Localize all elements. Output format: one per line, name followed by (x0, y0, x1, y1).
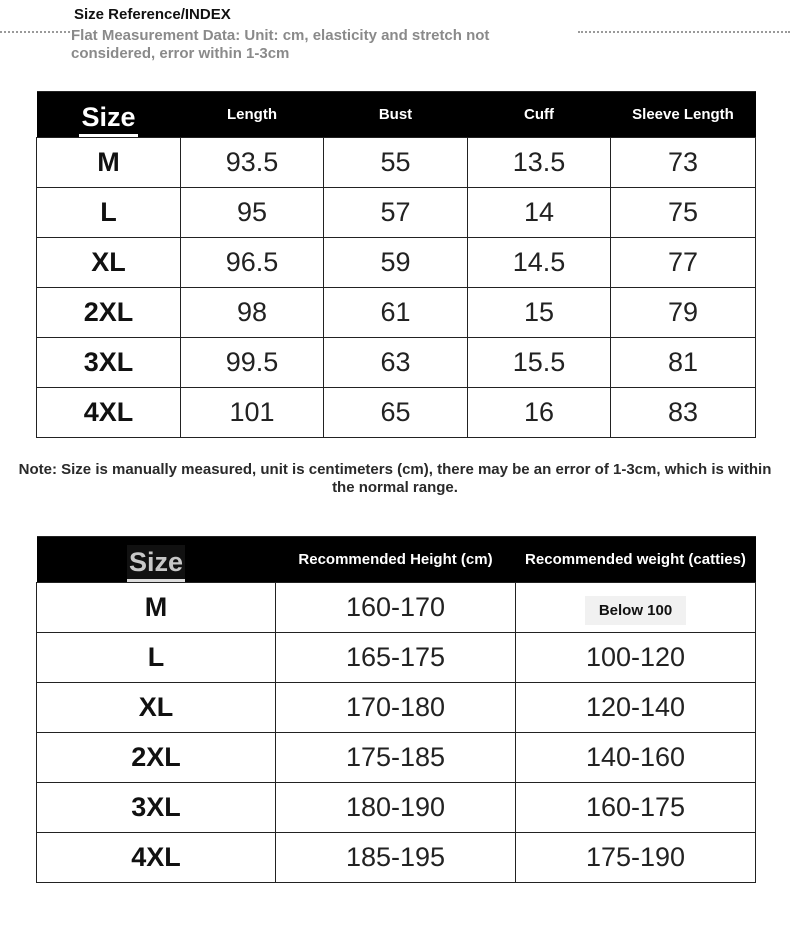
size-cell: M (37, 583, 276, 633)
measurement-note: Note: Size is manually measured, unit is centimeters (cm), there may be an error of 1-3cm, which is within the normal range. (18, 461, 772, 496)
cuff-cell: 16 (468, 388, 611, 438)
height-cell: 160-170 (276, 583, 516, 633)
bust-cell: 61 (324, 288, 468, 338)
length-cell: 98 (181, 288, 324, 338)
dotted-divider-left (0, 31, 70, 33)
sleeve-length-cell: 79 (611, 288, 756, 338)
table-row (37, 388, 756, 438)
size-cell: 2XL (37, 733, 276, 783)
table-row (37, 238, 756, 288)
size-cell: L (37, 633, 276, 683)
column-header-length: Length (181, 92, 324, 138)
length-cell: 95 (181, 188, 324, 238)
weight-cell: 175-190 (516, 833, 756, 883)
page-subtitle: Flat Measurement Data: Unit: cm, elasticity and stretch not considered, error within 1-3cm (71, 27, 571, 63)
column-header-recommended-height: Recommended Height (cm) (276, 537, 516, 583)
length-cell: 101 (181, 388, 324, 438)
weight-cell (516, 583, 756, 633)
weight-badge: Below 100 (585, 596, 686, 625)
size-cell: 3XL (37, 338, 181, 388)
table-row (37, 633, 756, 683)
cuff-cell: 14 (468, 188, 611, 238)
table-row (37, 138, 756, 188)
size-cell: XL (37, 683, 276, 733)
measurement-table (36, 91, 756, 438)
table-row (37, 683, 756, 733)
table-row (37, 833, 756, 883)
cuff-cell: 15 (468, 288, 611, 338)
sleeve-length-cell: 83 (611, 388, 756, 438)
size-cell: XL (37, 238, 181, 288)
size-cell: M (37, 138, 181, 188)
bust-cell: 65 (324, 388, 468, 438)
column-header-size: Size (37, 92, 181, 138)
size-cell: 3XL (37, 783, 276, 833)
bust-cell: 57 (324, 188, 468, 238)
sleeve-length-cell: 77 (611, 238, 756, 288)
bust-cell: 59 (324, 238, 468, 288)
dotted-divider-right (578, 31, 790, 33)
table-row (37, 583, 756, 633)
column-header-size: Size (37, 537, 276, 583)
cuff-cell: 15.5 (468, 338, 611, 388)
bust-cell: 63 (324, 338, 468, 388)
height-cell: 185-195 (276, 833, 516, 883)
sleeve-length-cell: 81 (611, 338, 756, 388)
bust-cell: 55 (324, 138, 468, 188)
size-cell: 2XL (37, 288, 181, 338)
height-cell: 180-190 (276, 783, 516, 833)
table-row (37, 288, 756, 338)
column-header-sleeve-length: Sleeve Length (611, 92, 756, 138)
length-cell: 99.5 (181, 338, 324, 388)
weight-cell: 160-175 (516, 783, 756, 833)
table-row (37, 338, 756, 388)
cuff-cell: 13.5 (468, 138, 611, 188)
height-cell: 175-185 (276, 733, 516, 783)
column-header-bust: Bust (324, 92, 468, 138)
table-row (37, 188, 756, 238)
page-title: Size Reference/INDEX (74, 6, 235, 23)
length-cell: 93.5 (181, 138, 324, 188)
recommendation-table (36, 536, 756, 883)
sleeve-length-cell: 75 (611, 188, 756, 238)
size-cell: L (37, 188, 181, 238)
column-header-recommended-weight: Recommended weight (catties) (516, 537, 756, 583)
cuff-cell: 14.5 (468, 238, 611, 288)
weight-cell: 100-120 (516, 633, 756, 683)
weight-cell: 120-140 (516, 683, 756, 733)
height-cell: 170-180 (276, 683, 516, 733)
length-cell: 96.5 (181, 238, 324, 288)
sleeve-length-cell: 73 (611, 138, 756, 188)
size-cell: 4XL (37, 388, 181, 438)
size-cell: 4XL (37, 833, 276, 883)
height-cell: 165-175 (276, 633, 516, 683)
table-row (37, 733, 756, 783)
table-row (37, 783, 756, 833)
column-header-cuff: Cuff (468, 92, 611, 138)
weight-cell: 140-160 (516, 733, 756, 783)
